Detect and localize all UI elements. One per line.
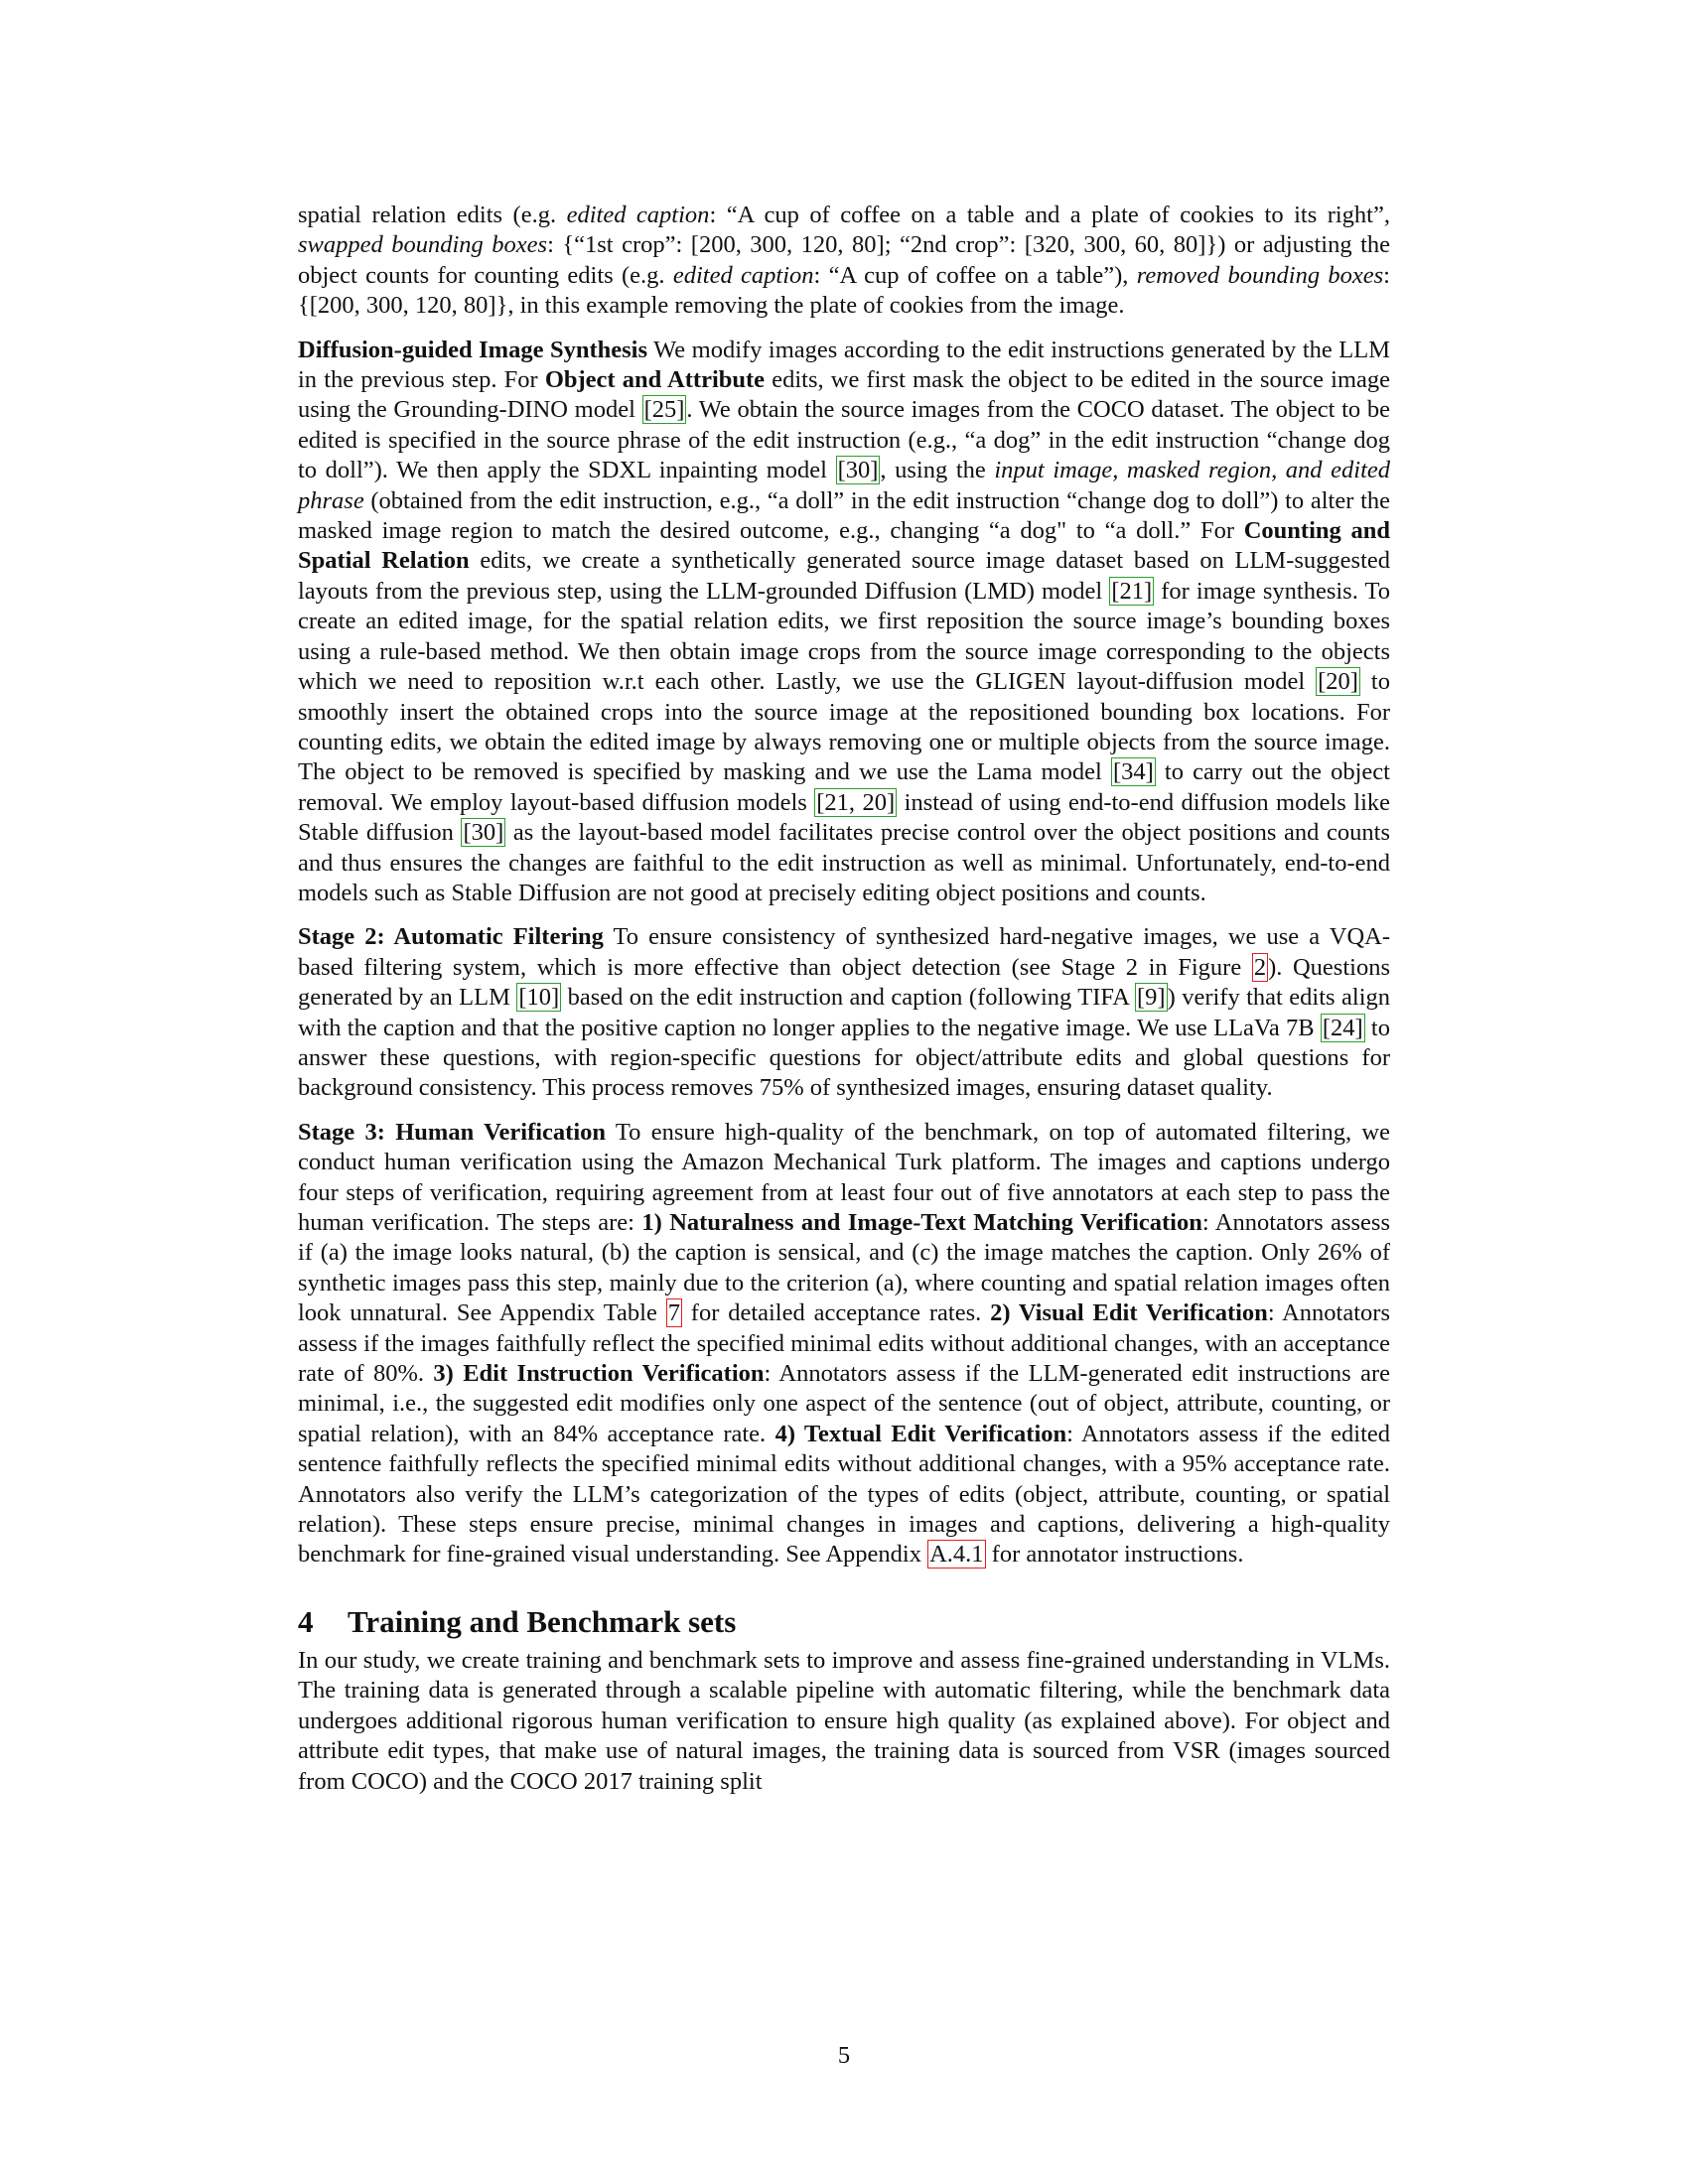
citation-link[interactable]: [30] xyxy=(463,819,504,847)
text: for detailed acceptance rates. xyxy=(681,1299,991,1327)
text: for image synthesis. To create an edited image, for the spatial relation edits, we first reposition the source image’s bounding boxes using a rule-based method. We then obtain image crops from the source image corresponding to the objects which we need to reposition w.r.t each other. Lastly, we use the GLIGEN layout-diffusion model xyxy=(298,577,1391,696)
bold-text: Counting and Spatial Relation xyxy=(298,517,1390,575)
paragraph-heading: Diffusion-guided Image Synthesis xyxy=(298,336,648,363)
text: . We obtain the source images from the COCO dataset. The object to be edited is specified in the source phrase of the edit instruction (e.g., “a dog” in the edit instruction “change dog to doll”). We then apply the SDXL inpainting model xyxy=(298,396,1390,484)
paragraph-human-verification xyxy=(298,1118,1390,1570)
text: ). Questions generated by an LLM xyxy=(298,953,1390,1012)
citation-link[interactable]: [30] xyxy=(837,457,879,484)
text: : Annotators assess if the edited sentence faithfully reflects the specified minimal edits without additional changes, with a 95% acceptance rate. Annotators also verify the LLM’s categorization of the types of edits (object, attribute, counting, or spatial relation). These steps ensure precise, minimal changes in images and captions, delivering a high-quality benchmark for fine-grained visual understanding. See Appendix xyxy=(298,1420,1390,1569)
citation-link[interactable]: [34] xyxy=(1112,758,1154,786)
bold-text: 4) Textual Edit Verification xyxy=(774,1420,1067,1447)
italic-text: swapped bounding boxes xyxy=(298,231,548,259)
appendix-reference-link[interactable]: A.4.1 xyxy=(929,1541,984,1569)
text: spatial relation edits (e.g. xyxy=(298,202,567,228)
citation-link[interactable]: [10] xyxy=(518,984,560,1012)
text: (obtained from the edit instruction, e.g., “a doll” in the edit instruction “change dog to doll”) to alter the masked image region to match the desired outcome, e.g., changing “a dog" to “a doll.” For xyxy=(298,486,1390,545)
citation-link[interactable]: [20] xyxy=(1318,668,1358,696)
text: : “A cup of coffee on a table”), xyxy=(813,261,1137,289)
bold-text: 2) Visual Edit Verification xyxy=(990,1299,1268,1327)
paragraph-automatic-filtering xyxy=(298,922,1390,1103)
page-number: 5 xyxy=(837,2042,851,2069)
paragraph-spatial-edits xyxy=(298,201,1390,322)
text: : Annotators assess if the LLM-generated edit instructions are minimal, i.e., the suggested edit modifies only one aspect of the sentence (out of object, attribute, counting, or spatial relation), with an 84% acceptance rate. xyxy=(298,1360,1390,1447)
text: instead of using end-to-end diffusion models like Stable diffusion xyxy=(298,788,1391,847)
text: ) verify that edits align with the caption and that the positive caption no longer applies to the negative image. We use LLaVa 7B xyxy=(298,984,1390,1041)
figure-reference-link[interactable]: 2 xyxy=(1253,953,1267,981)
table-reference-link[interactable]: 7 xyxy=(667,1299,680,1327)
text: as the layout-based model facilitates precise control over the object positions and counts and thus ensures the changes are faithful to the edit instruction as well as minimal. Unfortunately, end-to-end models such as Stable Diffusion are not good at precisely editing object positions and counts. xyxy=(298,819,1390,906)
text: In our study, we create training and benchmark sets to improve and assess fine-grained understanding in VLMs. The training data is generated through a scalable pipeline with automatic filtering, while the benchmark data undergoes additional rigorous human verification to ensure high quality (as explained above). For object and attribute edit types, that make use of natural images, the training data is sourced from VSR (images sourced from COCO) and the COCO 2017 training split xyxy=(298,1646,1390,1795)
bold-text: 1) Naturalness and Image-Text Matching Verification xyxy=(641,1209,1202,1236)
text: To ensure consistency of synthesized hard-negative images, we use a VQA-based filtering system, which is more effective than object detection (see Stage 2 in Figure xyxy=(298,923,1390,981)
italic-text: input image, masked region, and edited phrase xyxy=(298,457,1391,514)
text: to answer these questions, with region-specific questions for object/attribute edits and global questions for background consistency. This process removes 75% of synthesized images, ensuring dataset quality. xyxy=(298,1014,1390,1102)
text: : “A cup of coffee on a table and a plate of cookies to its right”, xyxy=(709,202,1390,228)
page-body xyxy=(298,201,1390,1811)
text: , using the xyxy=(880,457,995,484)
text: To ensure high-quality of the benchmark, on top of automated filtering, we conduct human verification using the Amazon Mechanical Turk platform. The images and captions undergo four steps of verification, requiring agreement from at least four out of five annotators at each step to pass the human verification. The steps are: xyxy=(298,1118,1390,1236)
text: edits, we create a synthetically generated source image dataset based on LLM-suggested layouts from the previous step, using the LLM-grounded Diffusion (LMD) model xyxy=(298,547,1391,605)
citation-link[interactable]: [21] xyxy=(1111,577,1153,605)
text: to smoothly insert the obtained crops into the source image at the repositioned bounding box locations. For counting edits, we obtain the edited image by always removing one or multiple objects from the source image. The object to be removed is specified by masking and we use the Lama model xyxy=(298,668,1390,786)
section-heading xyxy=(298,1602,1390,1642)
bold-text: Object and Attribute xyxy=(544,366,766,394)
text: to carry out the object removal. We employ layout-based diffusion models xyxy=(298,758,1390,816)
text: : {[200, 300, 120, 80]}, in this example removing the plate of cookies from the image. xyxy=(298,261,1390,320)
text: : Annotators assess if the images faithfully reflect the specified minimal edits without additional changes, with an acceptance rate of 80%. xyxy=(298,1299,1390,1388)
citation-link[interactable]: [9] xyxy=(1137,984,1166,1012)
text: We modify images according to the edit instructions generated by the LLM in the previous step. For xyxy=(298,336,1390,394)
section-number: 4 xyxy=(298,1603,314,1639)
text: based on the edit instruction and caption (following TIFA xyxy=(561,984,1136,1012)
section-title: Training and Benchmark sets xyxy=(348,1603,737,1639)
italic-text: edited caption xyxy=(566,202,710,228)
text: for annotator instructions. xyxy=(985,1541,1244,1569)
italic-text: removed bounding boxes xyxy=(1136,261,1384,289)
italic-text: edited caption xyxy=(672,261,814,289)
citation-link[interactable]: [25] xyxy=(643,396,685,424)
bold-text: 3) Edit Instruction Verification xyxy=(433,1360,765,1388)
citation-link[interactable]: [24] xyxy=(1322,1014,1363,1041)
paragraph-training-benchmark xyxy=(298,1646,1390,1797)
text: : {“1st crop”: [200, 300, 120, 80]; “2nd crop”: [320, 300, 60, 80]}) or adjusting the object counts for counting edits (e.g. xyxy=(298,231,1390,289)
citation-link[interactable]: [21, 20] xyxy=(816,788,896,816)
paragraph-diffusion-synthesis xyxy=(298,336,1390,909)
paragraph-heading: Stage 3: Human Verification xyxy=(298,1118,607,1146)
text: : Annotators assess if (a) the image looks natural, (b) the caption is sensical, and (c) the image matches the caption. Only 26% of synthetic images pass this step, mainly due to the criterion (a), where counting and spatial relation images often look unnatural. See Appendix Table xyxy=(298,1209,1390,1327)
text: edits, we first mask the object to be edited in the source image using the Grounding-DINO model xyxy=(298,366,1390,424)
paragraph-heading: Stage 2: Automatic Filtering xyxy=(298,923,604,951)
